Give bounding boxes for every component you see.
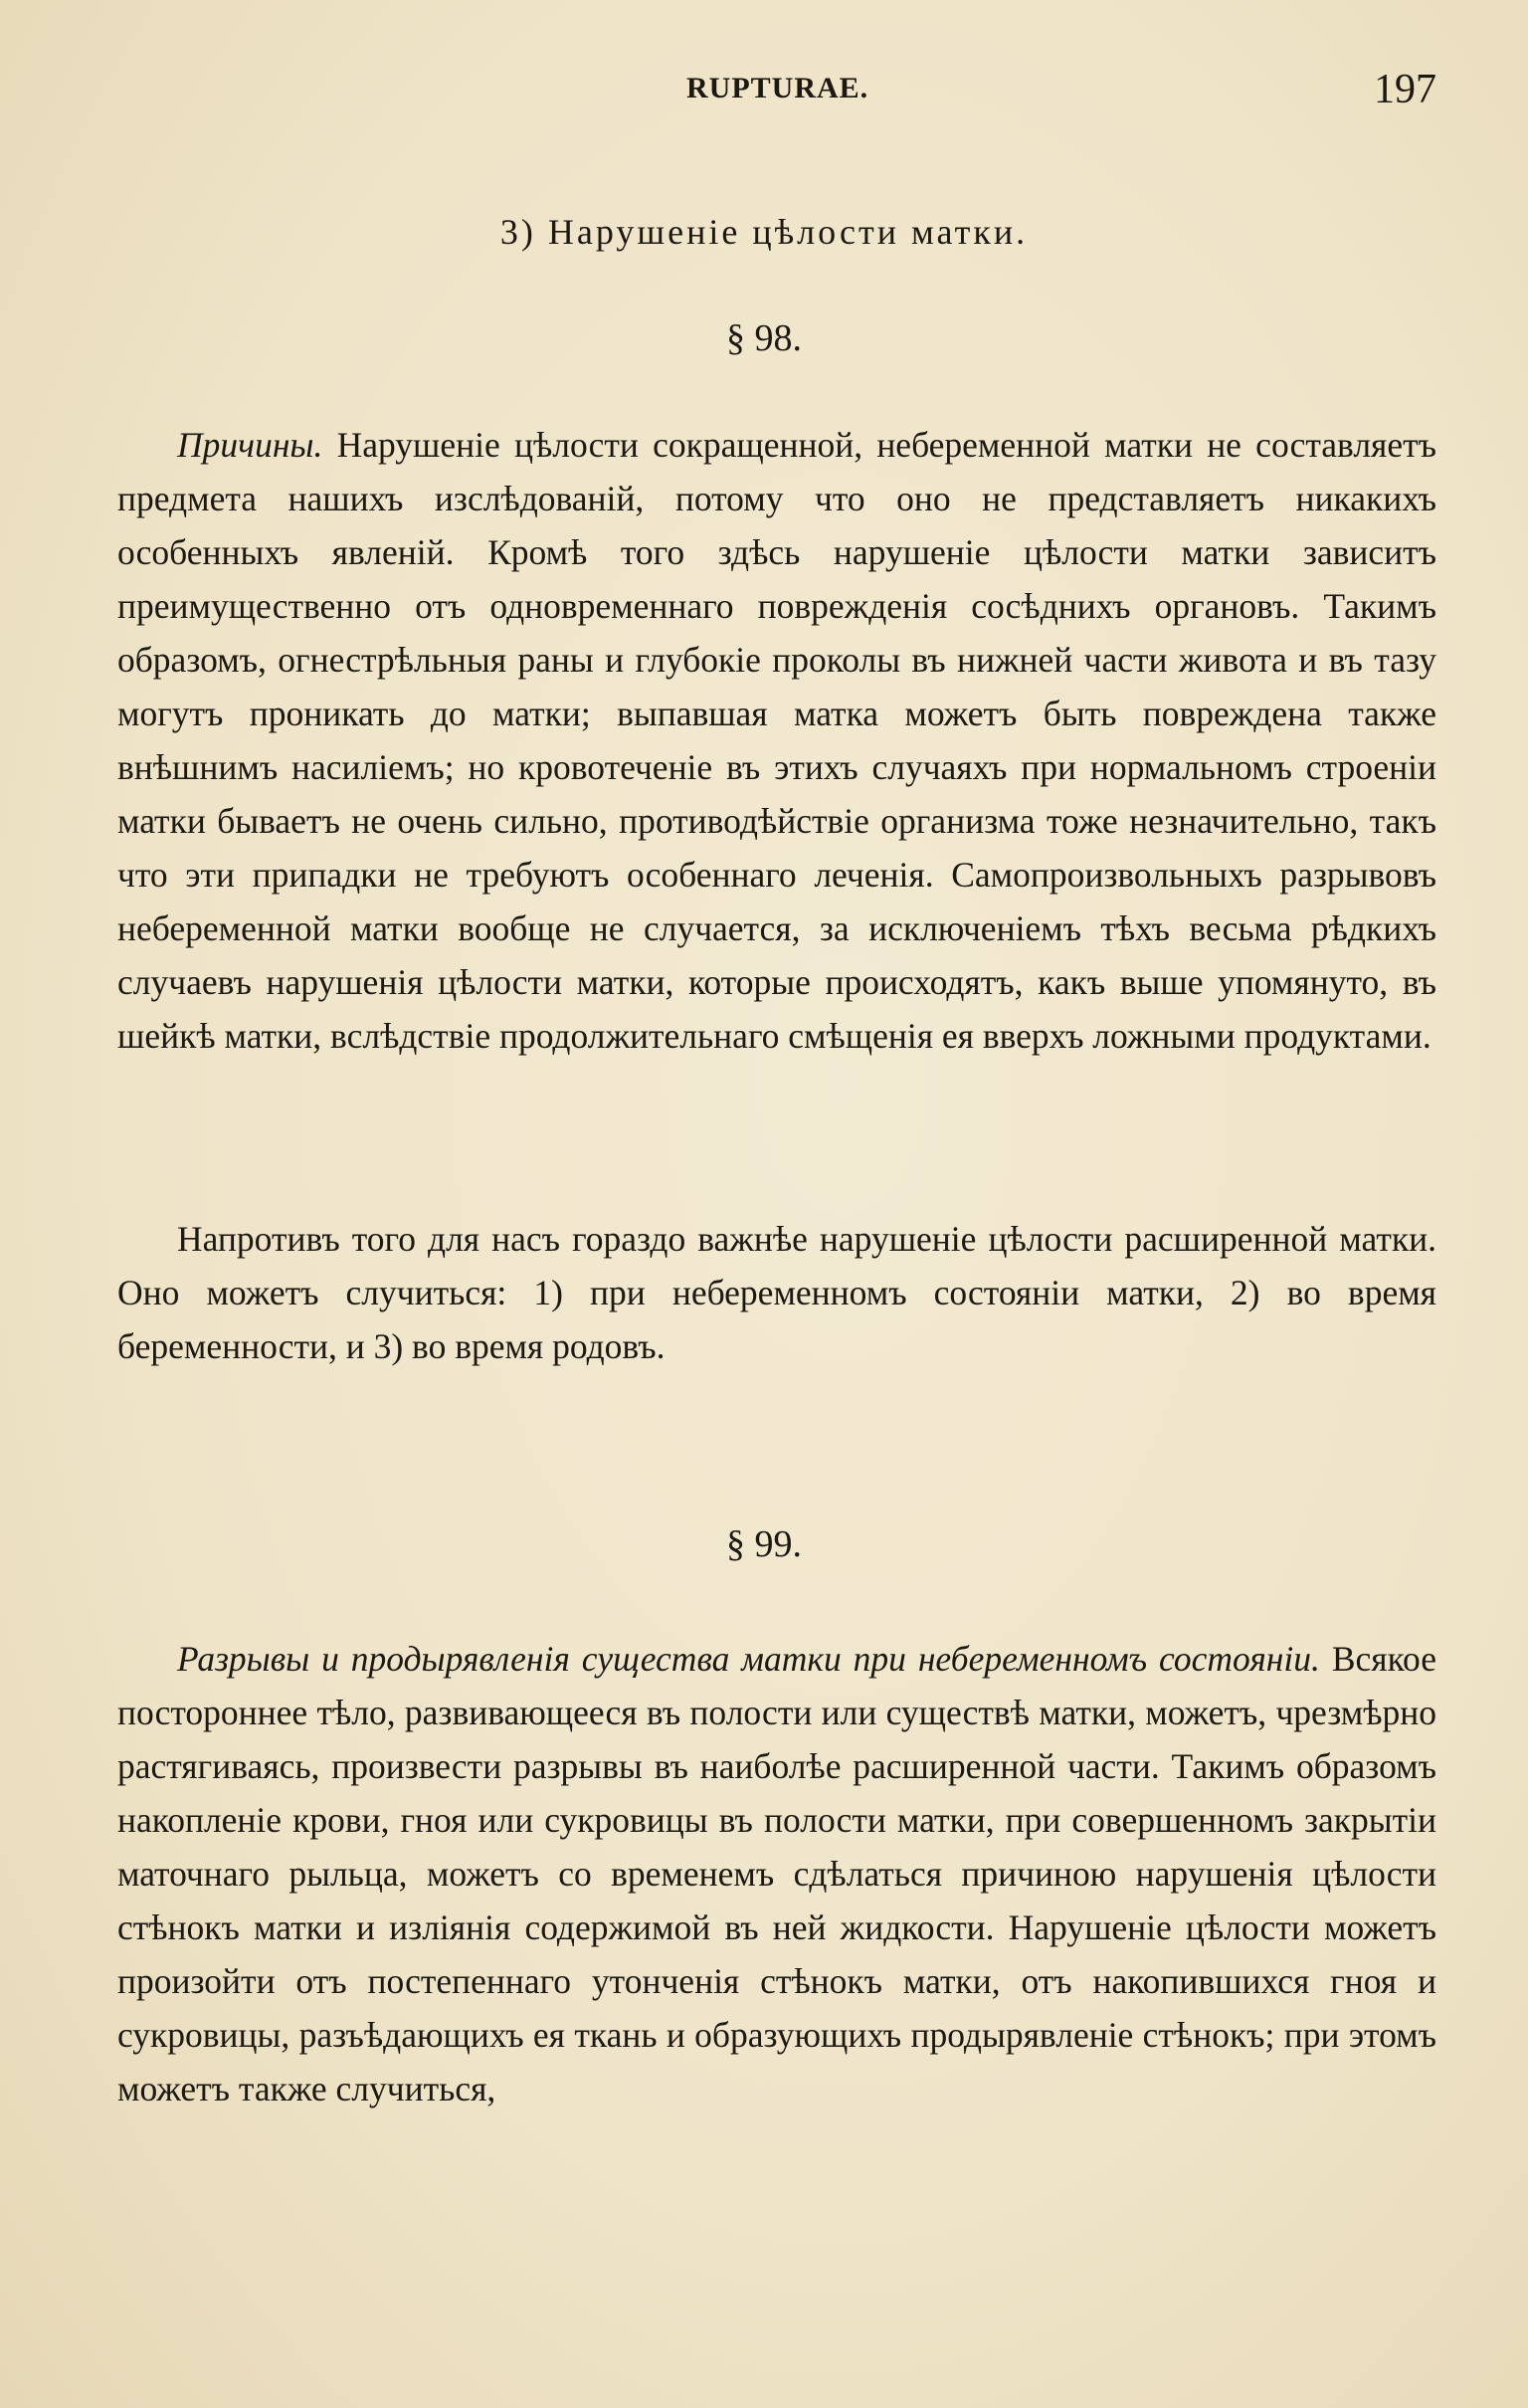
page-number: 197 [1374,67,1436,112]
paragraph-continuation-text: Напротивъ того для насъ гораздо важнѣе нарушеніе цѣлости расширенной матки. Оно можетъ случиться: 1) при небеременномъ состояніи матки, 2) во время беременности, и 3) во время родовъ. [117,1219,1436,1366]
paragraph-99-content: Всякое постороннее тѣло, развивающееся въ полости или существѣ матки, можетъ, чрезмѣрно растягиваясь, произвести разрывы въ наиболѣе расширенной части. Такимъ образомъ накопленіе крови, гноя или сукровицы въ полости матки, при совершенномъ закрытіи маточнаго рыльца, можетъ со временемъ сдѣлаться причиною нарушенія цѣлости стѣнокъ матки и изліянія содержимой въ ней жидкости. Нарушеніе цѣлости можетъ произойти отъ постепеннаго утонченія стѣнокъ матки, отъ накопившихся гноя и сукровицы, разъѣдающихъ ея ткань и образующихъ продырявленіе стѣнокъ; при этомъ можетъ также случиться, [117,1639,1436,2108]
paragraph-98-lead: Причины. [177,425,323,465]
paragraph-heading-99: § 99. [726,1523,802,1565]
running-title: RUPTURAE. [686,72,869,104]
paragraph-heading-98: § 98. [726,317,802,359]
paragraph-99-text [117,1632,1436,2115]
paragraph-99-lead: Разрывы и продырявленія существа матки при небеременномъ состояніи. [177,1639,1320,1679]
paragraph-98-content: Нарушеніе цѣлости сокращенной, небеременной матки не составляетъ предмета нашихъ изслѣдованій, потому что оно не представляетъ никакихъ особенныхъ явленій. Кромѣ того здѣсь нарушеніе цѣлости матки зависитъ преимущественно отъ одновременнаго поврежденія сосѣднихъ органовъ. Такимъ образомъ, огнестрѣльныя раны и глубокіе проколы въ нижней части живота и въ тазу могутъ проникать до матки; выпавшая матка можетъ быть повреждена также внѣшнимъ насиліемъ; но кровотеченіе въ этихъ случаяхъ при нормальномъ строеніи матки бываетъ не очень сильно, противодѣйствіе организма тоже незначительно, такъ что эти припадки не требуютъ особеннаго леченія. Самопроизвольныхъ разрывовъ небеременной матки вообще не случается, за исключеніемъ тѣхъ весьма рѣдкихъ случаевъ нарушенія цѣлости матки, которые происходятъ, какъ выше упомянуто, въ шейкѣ матки, вслѣдствіе продолжительнаго смѣщенія ея вверхъ ложными продуктами. [117,425,1436,1056]
paragraph-continuation [117,1212,1436,1373]
paragraph-98-text [117,418,1436,1063]
section-title: 3) Нарушеніе цѣлости матки. [499,212,1029,252]
paragraph-98-body [117,418,1436,1063]
paragraph-99-body [117,1632,1436,2115]
